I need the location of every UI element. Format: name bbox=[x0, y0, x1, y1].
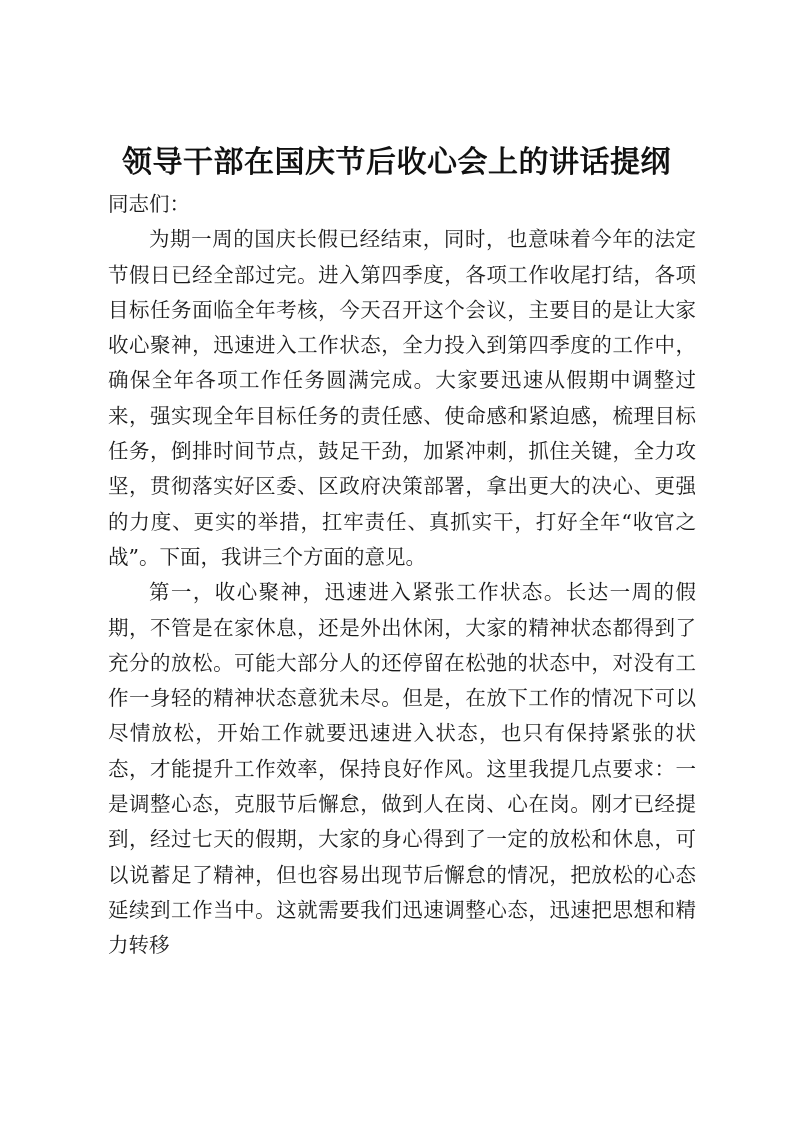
document-body bbox=[108, 187, 696, 964]
salutation: 同志们： bbox=[108, 192, 190, 216]
document-title: 领导干部在国庆节后收心会上的讲话提纲 bbox=[122, 145, 671, 180]
paragraph-2: 第一，收心聚神，迅速进入紧张工作状态。长达一周的假期，不管是在家休息，还是外出休闲，大家的精神状态都得到了充分的放松。可能大部分人的还停留在松弛的状态中，对没有工作一身轻的精神状态意犹未尽。但是，在放下工作的情况下可以尽情放松，开始工作就要迅速进入状态，也只有保持紧张的状态，才能提升工作效率，保持良好作风。这里我提几点要求：一是调整心态，克服节后懈怠，做到人在岗、心在岗。刚才已经提到，经过七天的假期，大家的身心得到了一定的放松和休息，可以说蓄足了精神，但也容易出现节后懈怠的情况，把放松的心态延续到工作当中。这就需要我们迅速调整心态，迅速把思想和精力转移 bbox=[108, 580, 696, 958]
paragraph-1: 为期一周的国庆长假已经结束，同时，也意味着今年的法定节假日已经全部过完。进入第四季度，各项工作收尾打结，各项目标任务面临全年考核，今天召开这个会议，主要目的是让大家收心聚神，迅速进入工作状态，全力投入到第四季度的工作中，确保全年各项工作任务圆满完成。大家要迅速从假期中调整过来，强实现全年目标任务的责任感、使命感和紧迫感，梳理目标任务，倒排时间节点，鼓足干劲，加紧冲刺，抓住关键，全力攻坚，贯彻落实好区委、区政府决策部署，拿出更大的决心、更强的力度、更实的举措，扛牢责任、真抓实干，打好全年“收官之战”。下面，我讲三个方面的意见。 bbox=[108, 227, 696, 569]
